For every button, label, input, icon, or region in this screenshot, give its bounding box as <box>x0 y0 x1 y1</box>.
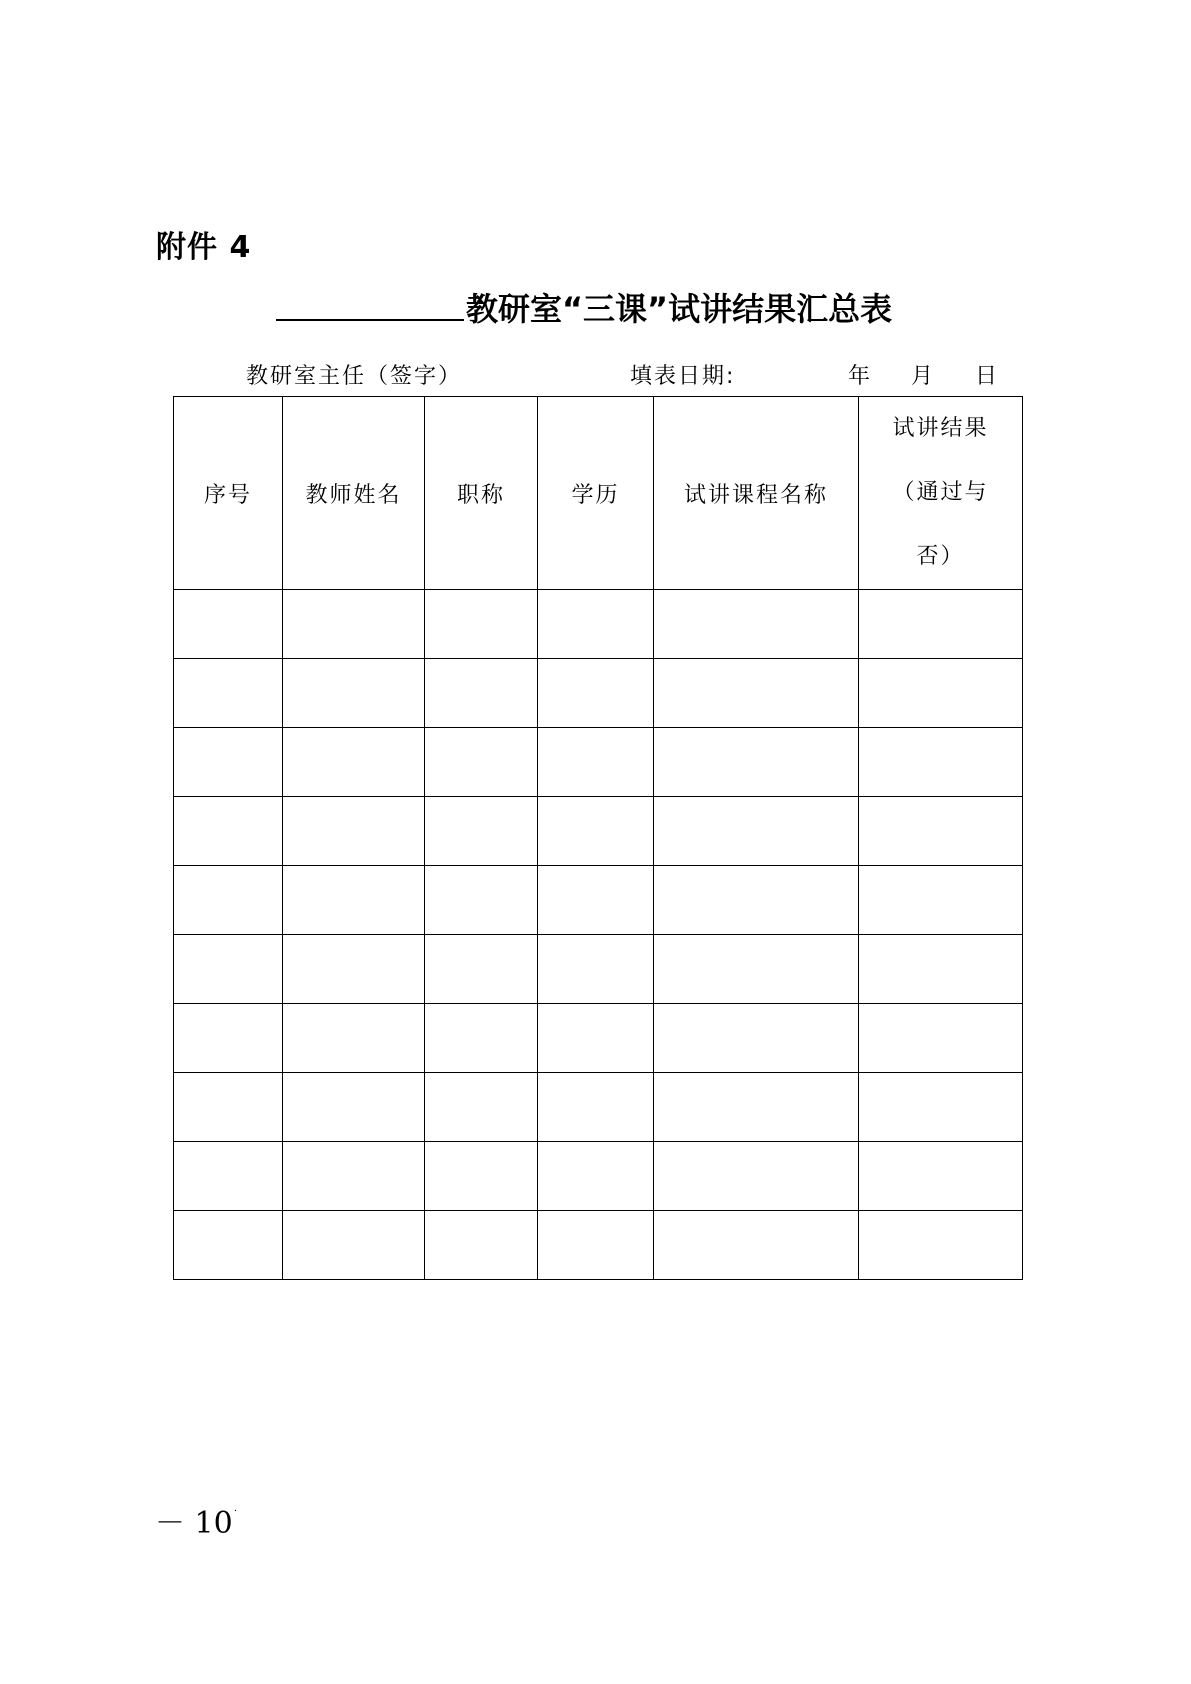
table-cell[interactable] <box>859 1073 1023 1142</box>
table-cell[interactable] <box>283 1211 425 1280</box>
table-row <box>174 1211 1023 1280</box>
table-cell[interactable] <box>174 659 283 728</box>
table-cell[interactable] <box>859 797 1023 866</box>
table-cell[interactable] <box>425 590 538 659</box>
attachment-label: 附件 4 <box>156 230 252 265</box>
header-teacher-name: 教师姓名 <box>283 397 425 590</box>
table-row <box>174 866 1023 935</box>
table-cell[interactable] <box>174 1142 283 1211</box>
table-cell[interactable] <box>859 659 1023 728</box>
table-cell[interactable] <box>654 590 859 659</box>
table-row <box>174 935 1023 1004</box>
table-cell[interactable] <box>538 797 654 866</box>
table-cell[interactable] <box>654 866 859 935</box>
table-cell[interactable] <box>174 797 283 866</box>
table-header-row <box>174 397 1023 590</box>
table-cell[interactable] <box>538 1142 654 1211</box>
table-cell[interactable] <box>425 728 538 797</box>
table-cell[interactable] <box>654 728 859 797</box>
table-cell[interactable] <box>283 866 425 935</box>
header-result <box>859 397 1023 590</box>
table-cell[interactable] <box>538 728 654 797</box>
header-course-name: 试讲课程名称 <box>654 397 859 590</box>
table-cell[interactable] <box>538 935 654 1004</box>
table-cell[interactable] <box>174 590 283 659</box>
table-cell[interactable] <box>174 866 283 935</box>
table-cell[interactable] <box>859 590 1023 659</box>
table-cell[interactable] <box>283 1004 425 1073</box>
table-row <box>174 590 1023 659</box>
table-cell[interactable] <box>425 1073 538 1142</box>
table-cell[interactable] <box>425 797 538 866</box>
table-cell[interactable] <box>283 1073 425 1142</box>
table-cell[interactable] <box>654 1211 859 1280</box>
month-label: 月 <box>911 364 936 389</box>
table-cell[interactable] <box>859 866 1023 935</box>
table-row <box>174 728 1023 797</box>
table-cell[interactable] <box>283 659 425 728</box>
table-cell[interactable] <box>538 1073 654 1142</box>
table-cell[interactable] <box>654 797 859 866</box>
table-cell[interactable] <box>283 797 425 866</box>
table-cell[interactable] <box>425 866 538 935</box>
results-summary-table <box>173 396 1023 1280</box>
table-cell[interactable] <box>174 728 283 797</box>
page-dot: · <box>234 1506 238 1517</box>
table-cell[interactable] <box>425 1211 538 1280</box>
table-cell[interactable] <box>654 935 859 1004</box>
table-row <box>174 1073 1023 1142</box>
table-cell[interactable] <box>538 1211 654 1280</box>
director-signature-label: 教研室主任（签字） <box>246 364 463 389</box>
header-result-line-1: 试讲结果 <box>892 416 989 441</box>
table-cell[interactable] <box>283 590 425 659</box>
header-result-line-2: （通过与 <box>892 480 989 505</box>
table-cell[interactable] <box>538 866 654 935</box>
table-row <box>174 659 1023 728</box>
table-cell[interactable] <box>425 659 538 728</box>
table-cell[interactable] <box>538 590 654 659</box>
year-label: 年 <box>848 364 873 389</box>
page-number: － 10 <box>155 1506 233 1541</box>
header-title: 职称 <box>425 397 538 590</box>
table-cell[interactable] <box>425 935 538 1004</box>
table-cell[interactable] <box>859 728 1023 797</box>
table-cell[interactable] <box>174 1073 283 1142</box>
page-title: 教研室“三课”试讲结果汇总表 <box>466 290 893 328</box>
table-row <box>174 1004 1023 1073</box>
table-cell[interactable] <box>654 659 859 728</box>
header-index: 序号 <box>174 397 283 590</box>
table-cell[interactable] <box>283 1142 425 1211</box>
table-cell[interactable] <box>859 935 1023 1004</box>
table-cell[interactable] <box>283 728 425 797</box>
table-cell[interactable] <box>859 1004 1023 1073</box>
table-row <box>174 1142 1023 1211</box>
table-cell[interactable] <box>283 935 425 1004</box>
header-result-line-3: 否） <box>916 544 965 569</box>
table-cell[interactable] <box>174 935 283 1004</box>
fill-date-label: 填表日期: <box>630 364 736 389</box>
table-cell[interactable] <box>859 1142 1023 1211</box>
header-education: 学历 <box>538 397 654 590</box>
table-cell[interactable] <box>174 1004 283 1073</box>
table-cell[interactable] <box>425 1004 538 1073</box>
table-cell[interactable] <box>174 1211 283 1280</box>
department-blank-line <box>276 319 464 321</box>
table-cell[interactable] <box>654 1142 859 1211</box>
table-cell[interactable] <box>425 1142 538 1211</box>
day-label: 日 <box>975 364 1000 389</box>
table-cell[interactable] <box>538 1004 654 1073</box>
table-cell[interactable] <box>654 1004 859 1073</box>
table-cell[interactable] <box>538 659 654 728</box>
table-cell[interactable] <box>654 1073 859 1142</box>
table-row <box>174 797 1023 866</box>
table-cell[interactable] <box>859 1211 1023 1280</box>
